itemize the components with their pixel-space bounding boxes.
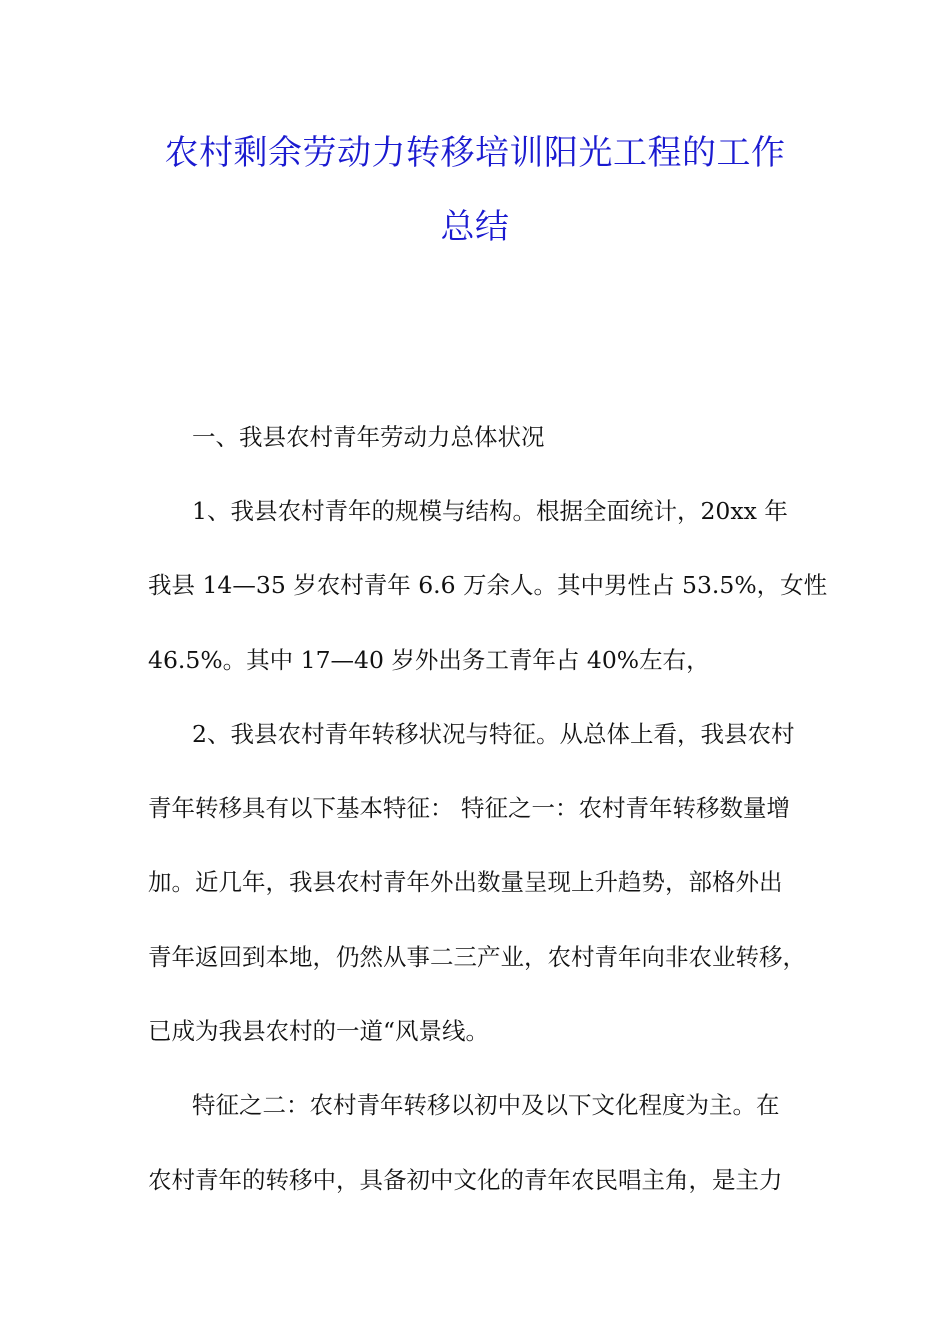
- paragraph-line: 1、我县农村青年的规模与结构。根据全面统计，20xx 年: [192, 497, 788, 525]
- document-title-line-2: 总结: [440, 207, 510, 247]
- paragraph-line: 加。近几年，我县农村青年外出数量呈现上升趋势，部格外出: [148, 868, 783, 896]
- section-heading: 一、我县农村青年劳动力总体状况: [192, 423, 545, 451]
- paragraph-line: 青年转移具有以下基本特征： 特征之一：农村青年转移数量增: [148, 794, 790, 822]
- paragraph-line: 农村青年的转移中，具备初中文化的青年农民唱主角，是主力: [148, 1166, 783, 1194]
- paragraph-line: 青年返回到本地，仍然从事二三产业，农村青年向非农业转移，: [148, 943, 806, 971]
- paragraph-line: 已成为我县农村的一道“风景线。: [148, 1017, 490, 1045]
- paragraph-line: 2、我县农村青年转移状况与特征。从总体上看，我县农村: [192, 720, 795, 748]
- document-title-line-1: 农村剩余劳动力转移培训阳光工程的工作: [164, 133, 786, 173]
- paragraph-line: 特征之二：农村青年转移以初中及以下文化程度为主。在: [192, 1091, 780, 1119]
- paragraph-line: 我县 14—35 岁农村青年 6.6 万余人。其中男性占 53.5%，女性: [148, 571, 828, 599]
- paragraph-line: 46.5%。其中 17—40 岁外出务工青年占 40%左右，: [148, 646, 710, 674]
